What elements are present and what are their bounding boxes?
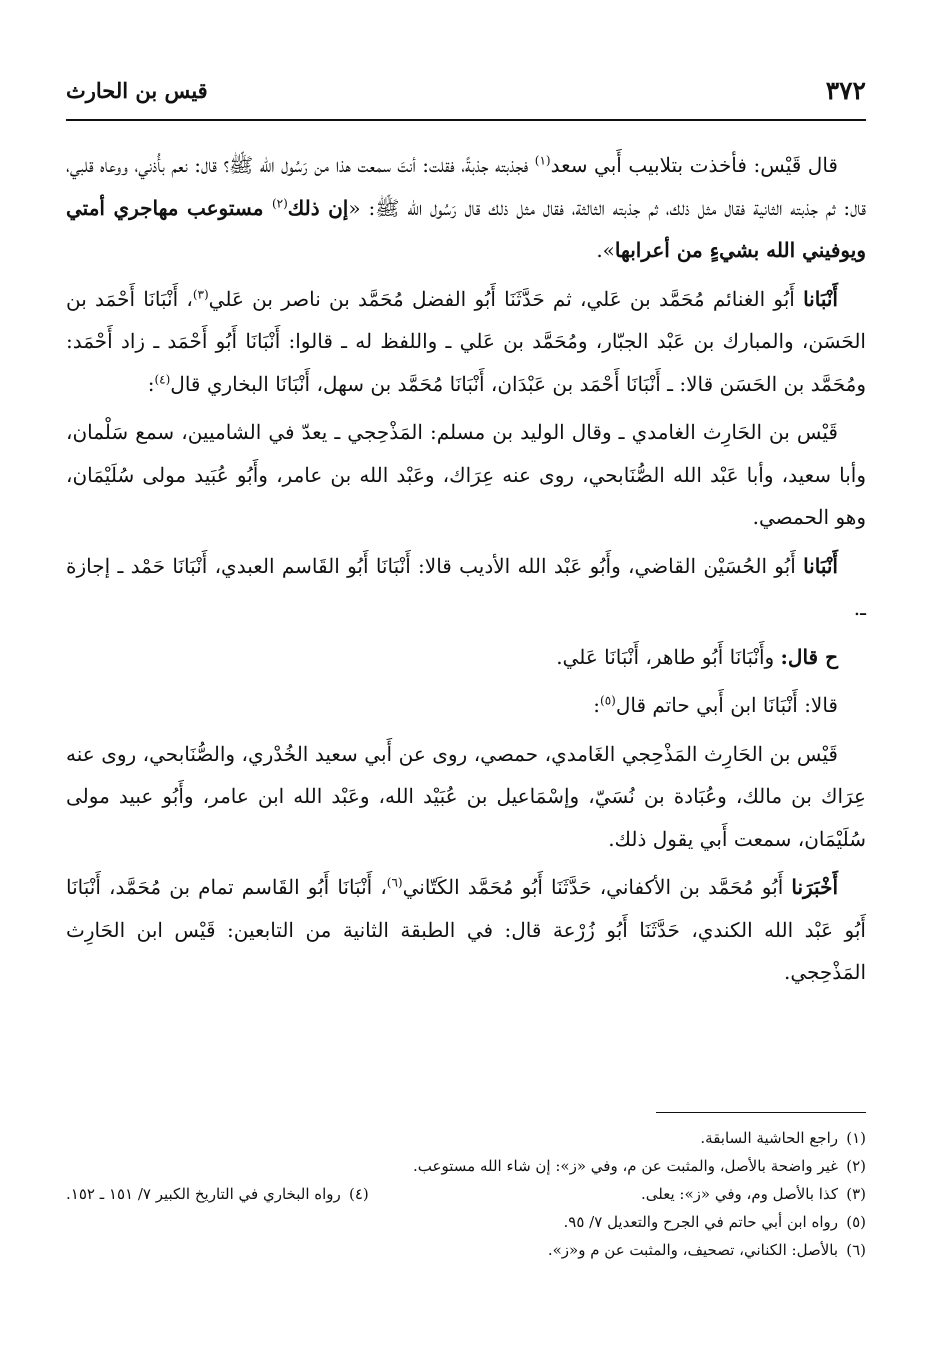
paragraph-text: ، أَنْبَانَا أَبُو القَاسم تمام بن مُحَمَّد، أَنْبَانَا أَبُو عَبْد الله الكندي، حَدَّثَنَا أَبُو زُرْعة قال: في الطبقة الثانية من التابعين: قَيْس ابن الحَارِث المَذْحِجي. bbox=[66, 875, 866, 984]
footnote-rule bbox=[656, 1112, 866, 1113]
footnote-text: بالأصل: الكناني، تصحيف، والمثبت عن م و«ز». bbox=[547, 1241, 838, 1259]
footnotes bbox=[66, 1124, 866, 1264]
footnote-marker[interactable]: (٥) bbox=[600, 693, 616, 708]
paragraph-8 bbox=[66, 866, 866, 994]
footnote-marker[interactable]: (٢) bbox=[271, 195, 288, 210]
page-number: ٣٧٢ bbox=[825, 76, 866, 105]
footnote bbox=[66, 1208, 866, 1236]
paragraph-text: أَبُو الحُسَيْن القاضي، وأَبُو عَبْد الله الأديب قالا: أَنْبَانَا أَبُو القَاسم العبدي، أَنْبَانَا حَمْد ـ إجازة ـ. bbox=[66, 553, 866, 620]
paragraph-7: قَيْس بن الحَارِث المَذْحِجي الغَامدي، حمصي، روى عن أَبي سعيد الخُدْري، والصُّنَابحي، روى عنه عِرَاك بن مالك، وعُبَادة بن نُسَيّ، وإسْمَاعيل بن عُبَيْد الله، وعَبْد الله ابن عامر، وأَبُو عبيد مولى سُلَيْمَان، سمعت أَبي يقول ذلك. bbox=[66, 741, 866, 851]
paragraph-text: أَبُو مُحَمَّد بن الأكفاني، حَدَّثَنَا أَبُو مُحَمَّد الكَتّاني bbox=[402, 875, 792, 899]
footnote bbox=[66, 1236, 866, 1264]
paragraph-5 bbox=[66, 636, 866, 679]
paragraph-4 bbox=[66, 545, 866, 630]
header-rule bbox=[66, 119, 866, 121]
footnote-number: (٦) bbox=[846, 1241, 866, 1259]
footnote bbox=[66, 1124, 866, 1152]
paragraph-text: وأَنْبَانَا أَبُو طاهر، أَنْبَانَا عَلي. bbox=[556, 644, 781, 669]
book-page bbox=[66, 70, 866, 1310]
footnote-marker[interactable]: (٣) bbox=[192, 286, 209, 301]
running-title: قيس بن الحارث bbox=[66, 78, 208, 103]
isnad-keyword: أَنْبَانا bbox=[803, 286, 838, 311]
footnote-text: رواه البخاري في التاريخ الكبير ٧/ ١٥١ ـ ١٥٢. bbox=[66, 1185, 341, 1203]
paragraph-text: قال قَيْس: فأخذت بتلابيب أَبي سعد bbox=[550, 153, 838, 177]
hadith-text: إن ذلك bbox=[287, 195, 349, 220]
main-text bbox=[66, 144, 866, 1000]
footnote-number: (٢) bbox=[846, 1157, 866, 1175]
paragraph-text: ». bbox=[596, 238, 615, 262]
footnote-marker[interactable]: (٤) bbox=[154, 371, 171, 386]
footnote bbox=[66, 1152, 866, 1180]
footnote-text: كذا بالأصل وم، وفي «ز»: يعلى. bbox=[640, 1185, 838, 1203]
footnote-number: (١) bbox=[846, 1129, 866, 1147]
paragraph-text: فجذبته جذبةً، فقلت: أنتَ سمعت هذا من رَسُول الله ﷺ؟ قال: نعم بأُذني، ووعاه قلبي، قال: ثم جذبته الثانية فقال مثل ذلك، ثم جذبته الثالثة، فقال مثل ذلك قال رَسُول الله ﷺ: « bbox=[66, 153, 866, 220]
isnad-keyword: أَنْبَانا bbox=[803, 553, 838, 578]
paragraph-text: : bbox=[147, 371, 155, 396]
footnote-number: (٤) bbox=[349, 1185, 369, 1203]
footnote-marker[interactable]: (٦) bbox=[386, 875, 403, 890]
footnote bbox=[66, 1180, 369, 1208]
hadith-text: مستوعب مهاجري أمتي ويوفيني الله بشيءٍ من أعرابها bbox=[66, 195, 866, 262]
paragraph-text: أَبُو الغنائم مُحَمَّد بن عَلي، ثم حَدَّثَنَا أَبُو الفضل مُحَمَّد بن ناصر بن عَلي bbox=[208, 286, 804, 311]
footnote bbox=[641, 1180, 866, 1208]
footnote-text: راجع الحاشية السابقة. bbox=[700, 1129, 838, 1147]
page-header bbox=[66, 70, 866, 114]
paragraph-text: ، أَنْبَانَا أَحْمَد بن الحَسَن، والمبارك بن عَبْد الجبّار، ومُحَمَّد بن عَلي ـ واللفظ له ـ قالوا: أَنْبَانَا أَبُو أَحْمَد ـ زاد أَحْمَد: ومُحَمَّد بن الحَسَن قالا: ـ أَنْبَانَا أَحْمَد بن عَبْدَان، أَنْبَانَا مُحَمَّد بن سهل، أَنْبَانَا البخاري قال bbox=[66, 286, 866, 396]
isnad-keyword: أَخْبَرَنا bbox=[791, 875, 838, 899]
footnote-number: (٥) bbox=[846, 1213, 866, 1231]
paragraph-text: : bbox=[593, 693, 600, 717]
paragraph-6 bbox=[66, 684, 866, 727]
footnote-pair bbox=[66, 1180, 866, 1208]
footnote-marker[interactable]: (١) bbox=[534, 153, 551, 168]
isnad-keyword: ح قال: bbox=[780, 644, 838, 669]
footnote-number: (٣) bbox=[846, 1185, 866, 1203]
footnote-text: غير واضحة بالأصل، والمثبت عن م، وفي «ز»: إن شاء الله مستوعب. bbox=[413, 1157, 838, 1175]
paragraph-2 bbox=[66, 278, 866, 406]
paragraph-text: قالا: أَنْبَانَا ابن أَبي حاتم قال bbox=[615, 693, 838, 717]
paragraph-3: قَيْس بن الحَارِث الغامدي ـ وقال الوليد بن مسلم: المَذْحِجي ـ يعدّ في الشاميين، سمع سَلْمان، وأبا سعيد، وأبا عَبْد الله الصُّنَابحي، روى عنه عِرَاك، وعَبْد الله بن عامر، وأَبُو عُبَيد مولى سُلَيْمَان، وهو الحمصي. bbox=[66, 420, 866, 529]
footnote-text: رواه ابن أبي حاتم في الجرح والتعديل ٧/ ٩٥. bbox=[563, 1213, 838, 1231]
paragraph-1 bbox=[66, 144, 866, 272]
